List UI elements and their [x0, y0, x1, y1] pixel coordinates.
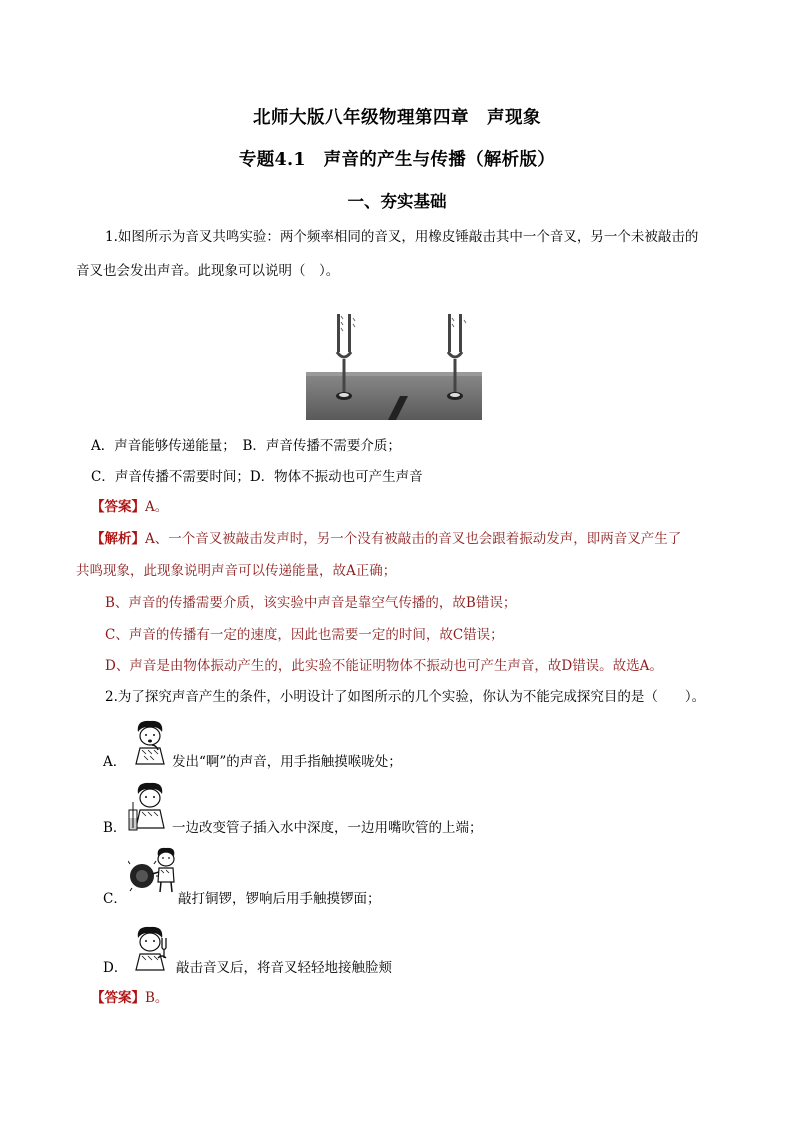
q1-stem-line1: 1.如图所示为音叉共鸣实验：两个频率相同的音叉，用橡皮锤敲击其中一个音叉，另一个未被敲击的 [105, 229, 699, 245]
tuning-fork-resonance-figure [306, 310, 482, 420]
q2-option-d-text: 敲击音叉后，将音叉轻轻地接触脸颊 [176, 960, 392, 976]
q1-answer [91, 498, 168, 516]
boy-tube-water-icon [126, 780, 172, 832]
q2-option-c-text: 敲打铜锣，锣响后用手触摸锣面； [178, 891, 381, 907]
q2-answer [91, 989, 168, 1007]
boy-tuning-fork-icon [128, 924, 174, 972]
q1-analysis-line5: D、声音是由物体振动产生的，此实验不能证明物体不振动也可产生声音，故D错误。故选A。 [105, 658, 663, 674]
q1-analysis-line1 [91, 530, 681, 548]
section-heading: 一、夯实基础 [347, 192, 447, 211]
q1-analysis-text1: A、一个音叉被敲击发声时，另一个没有被敲击的音叉也会跟着振动发声，即两音叉产生了 [145, 531, 682, 547]
q1-analysis-line3: B、声音的传播需要介质，该实验中声音是靠空气传播的，故B错误； [105, 595, 517, 611]
q1-options-line2: C．声音传播不需要时间；D．物体不振动也可产生声音 [91, 469, 423, 485]
q2-answer-value: B。 [145, 990, 169, 1006]
q1-options-line1: A．声音能够传递能量； B．声音传播不需要介质； [91, 438, 401, 454]
q1-analysis-line4: C、声音的传播有一定的速度，因此也需要一定的时间，故C错误； [105, 627, 504, 643]
q1-analysis-tag: 【解析】 [91, 531, 145, 547]
q1-answer-tag: 【答案】 [91, 499, 145, 515]
q2-option-c-letter: C． [103, 891, 127, 907]
boy-throat-icon [128, 718, 172, 766]
q1-stem-line2: 音叉也会发出声音。此现象可以说明（ ）。 [76, 263, 340, 279]
document-subtitle: 专题4.1 声音的产生与传播（解析版） [238, 150, 556, 170]
q2-option-b-text: 一边改变管子插入水中深度，一边用嘴吹管的上端； [172, 820, 483, 836]
q2-stem: 2.为了探究声音产生的条件，小明设计了如图所示的几个实验，你认为不能完成探究目的是（ ）。 [105, 689, 706, 705]
q2-option-b-letter: B． [103, 820, 127, 836]
q2-option-d-letter: D． [103, 960, 128, 976]
q1-answer-value: A。 [145, 499, 169, 515]
q2-option-a-text: 发出“啊”的声音，用手指触摸喉咙处； [172, 754, 402, 770]
q2-option-a-letter: A． [103, 754, 127, 770]
q2-answer-tag: 【答案】 [91, 990, 145, 1006]
boy-gong-icon [128, 846, 180, 894]
document-title: 北师大版八年级物理第四章 声现象 [253, 108, 541, 128]
q1-analysis-line2: 共鸣现象，此现象说明声音可以传递能量，故A正确； [76, 563, 397, 579]
